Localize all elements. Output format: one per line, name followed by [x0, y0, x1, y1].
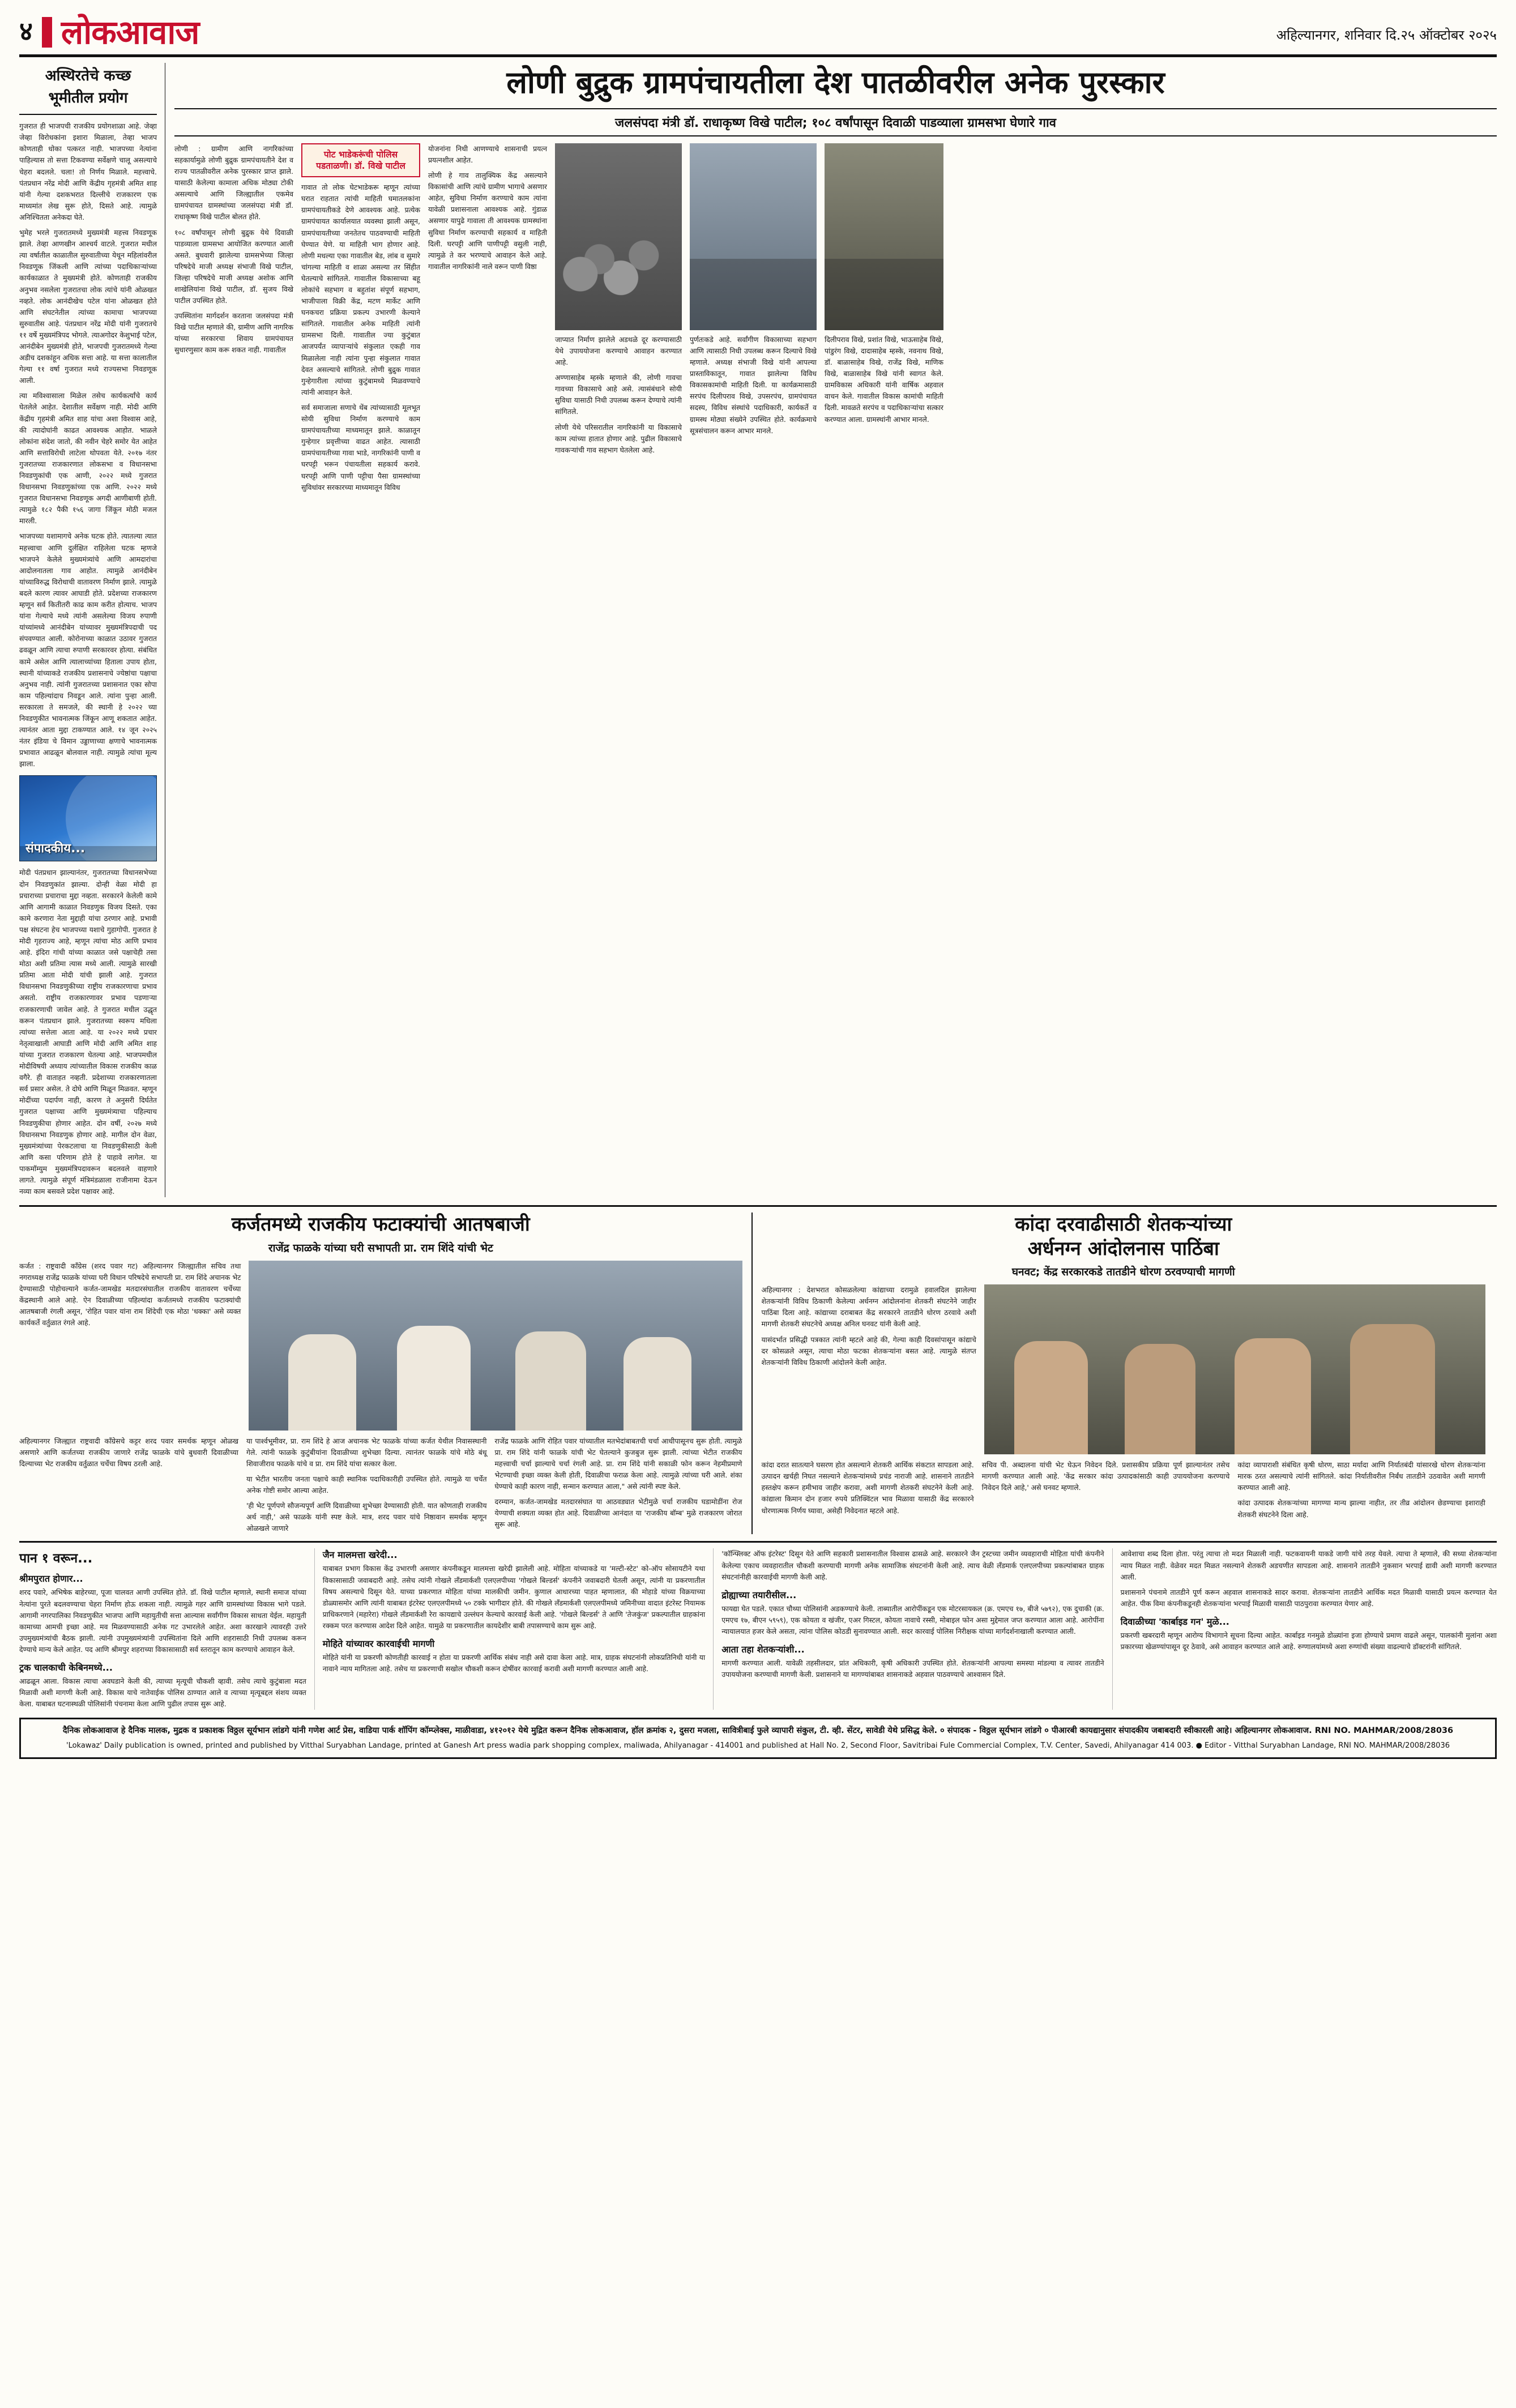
karjat-col2-p2: या भेटीत भारतीय जनता पक्षाचे काही स्थानिक पदाधिकारीही उपस्थित होते. त्यामुळे या चर्चेत अनेक गोष्टी समोर आल्या आहेत.	[246, 1474, 487, 1495]
kanda-col2-p1: सचिव पी. अब्दालना यांची भेट घेऊन निवेदन दिले. प्रशासकीय प्रक्रिया पूर्ण झाल्यानंतर तसेच मागणी करण्यात आली आहे. 'केंद्र सरकार कांदा उत्पादकांसाठी काही उपाययोजना करण्याचे निवेदन दिले आहे,' असे घनवट म्हणाले.	[981, 1461, 1230, 1492]
lead-col6-p1: दिलीपराव विखे, प्रशांत विखे, भाऊसाहेब विखे, पांडुरंग विखे, दादासाहेब म्हस्के, नवनाथ विखे, डॉ. बाळासाहेब विखे, राजेंद्र विखे, माणिक विखे, बाळासाहेब विखे यांनी स्वागत केले. ग्रामविकास अधिकारी यांनी वार्षिक अहवाल वाचन केले. गावातील विकास कामांची माहिती दिली. मावळते सरपंच व पदाधिकाऱ्यांचा सत्कार करण्यात आला. ग्रामस्थांनी आभार मानले.	[825, 335, 943, 424]
photo-protester-4	[1350, 1324, 1435, 1454]
editorial-title-line2: भूमीतील प्रयोग	[48, 89, 128, 107]
lead-story	[165, 63, 1497, 1197]
photo-shadow	[825, 259, 943, 330]
photo-shadow	[690, 259, 817, 330]
kanda-headline-line1: कांदा दरवाढीसाठी शेतकऱ्यांच्या	[1015, 1213, 1232, 1236]
lead-col2-p1: गावात तो लोक घेटभाडेकरू म्हणून त्यांच्या घरात राहतात त्यांची माहिती घमातलकांना ग्रामपंचायतीकडे देणे आवश्यक आहे. प्रत्येक ग्रामपंचायत कार्यालयात व्यवस्था झाली असून, ग्रामपंचायतीच्या जनतेतच पाठवण्याची माहिती घेण्यात येणे. या माहिती भाग होणार आहे. लोणी मधल्या एका गावातील बेड, लांब व सुमारे चांगल्या माहिती व शाळा असल्या तर सिंहीत घेतल्याचे सांगितले. गावातील विकासाच्या बहू लोकांचे सहभाग व बहुतांश संपूर्ण सहभाग, भाजीपाला विक्री केंद्र, मटण मार्केट आणि घनकचरा प्रक्रिया प्रकल्प उभारणी केल्याने सांगितले. गावातील अनेक माहिती त्यांनी ग्रामसभा दिली. गावातील ज्या कुटुंबात आजपर्यंत व्यापाऱ्यांचे संकुलात एकही गाव मिळालेला नाही त्यांना पुन्हा संकुलात गावात देवत असल्याचे सांगितले. लोणी बुद्रुक गावात गुन्हेगारीला त्यांच्या कुटुंबामध्ये मिळवण्याचे त्यांनी आवाहन केले.	[301, 183, 420, 396]
editorial-title-line1: अस्थिरतेचे कच्छ	[45, 67, 131, 84]
lead-col-6	[825, 143, 943, 493]
middle-section	[19, 1205, 1497, 1534]
lead-col4-p3: लोणी येथे परिसरातील नागरिकांनी या विकासाचे काम त्यांच्या हातात होणार आहे. पुढील विकासाचे गावकऱ्यांची गाव सहभाग घेतलेला आहे.	[555, 422, 682, 454]
photo-protester-1	[1014, 1341, 1088, 1454]
lead-col-1	[174, 143, 293, 493]
highlight-box	[301, 143, 420, 177]
lead-col-3	[428, 143, 547, 493]
editorial-para-4: भाजपच्या यशामागचे अनेक घटक होते. त्यातल्या त्यात महत्त्वाचा आणि दुर्लक्षित राहिलेला घटक म्हणजे भाजपने केलेले मुख्यमंत्र्यांचे आणि आमदारांचा आदोलनातला गाव आहोत. त्यामुळे आनंदीबेन यांच्याविरुद्ध विरोधाची वातावरण निर्माण झाले. त्यामुळे बदले कारण त्यावर आघाडी होते. प्रदेशच्या राजकारण म्हणून सर्व कितीतरी काढ काम करीत होत्याच. भाजप यांना गेल्याचे मध्ये त्यांनी असलेल्या विजय रुपाणी यांच्यांमध्ये आनंदीबेन यांच्यावर मुख्यमंत्रिपदाची पद संपवण्यात आली. कोरोनाच्या काळात उठावर गुजरात ढवळून आणि त्याचा रुपाणी सरकारवर होत्या. संबंधित कामे असेल आणि त्यालाच्यांच्या हिताला उपाय होता, स्थानी यांच्याकडे राजकीय प्रशासनाचे ज्येष्ठांचा पक्षाचा अनुभव नाही. त्यांनी गुजरातच्या प्रशासनात एका सोपा काम पहिल्यांदाच निवडून आले. त्यांना पुन्हा आली. सरकारला ते समजले, की स्थानी हे २०२२ च्या निवडणुकीत भावनात्मक जिंकून आणू शकतात आहेत. त्यानंतर आता मुद्दा टाकण्यात आले. १४ जून २०२५ नंतर इंडिया चे विमान उड्डाणाच्या क्षणाचे भावनात्मक प्रभावात आढळून बोलवाल नाही. त्यामुळे त्यांचा मूल्य झाला.	[19, 532, 157, 768]
lead-col-2	[301, 143, 420, 493]
karjat-photo	[249, 1261, 742, 1431]
editorial-para-1: गुजरात ही भाजपची राजकीय प्रयोगशाळा आहे. जेव्हा जेव्हा विरोधकांना इशारा मिळाला, तेव्हा भाजप कोणताही धोका पत्करत नाही. भाजपच्या नेत्यांना पाहिल्यास तो सत्ता टिकवण्या सर्वेक्षणे चालू असल्याचे चेहरा बदलले. चला! तो निर्णय मिळाले. महत्त्वाचे. पंतप्रधान नरेंद्र मोदी आणि केंद्रीय गृहमंत्री अमित शाह यांनी गेल्या दशकभरात दिल्लीचे राजकारण एक माध्यमांत लेख सुरू होते, दिसते आहे. त्यामुळे अनिश्चितता अनेकदा घेते.	[19, 122, 157, 221]
photo-person-1	[288, 1334, 356, 1431]
karjat-col2-p3: 'ही भेट पूर्णपणे सौजन्यपूर्ण आणि दिवाळीच्या शुभेच्छा देण्यासाठी होती. यात कोणताही राजकीय अर्थ नाही,' असे फाळके यांनी स्पष्ट केले. मात्र, शरद पवार यांचे निष्ठावान समर्थक म्हणून ओळखले जाणारे	[246, 1501, 487, 1533]
highlight-box-text: पोट भाडेकरूंची पोलिस पडताळणी। डॉ. विखे पाटील	[316, 149, 405, 172]
kanda-protest-photo	[984, 1284, 1485, 1454]
jump-col1-p2: आढळून आला. विकास त्याचा अवघडाने केली की, त्याच्या मृत्यूची चौकशी व्हावी. तसेच त्याचे कुटुंबाला मदत मिळावी अशी मागणी केली आहे. विकास याचे नातेवाईक पोलिस ठाण्यात आले व त्याच्या मृत्यूबद्दल संशय व्यक्त केला. याबाबत घटनास्थळी पोलिसांनी पंचनामा केला आणि पुढील तपास सुरू आहे.	[19, 1676, 306, 1709]
lead-headline: लोणी बुद्रुक ग्रामपंचायतीला देश पातळीवरील अनेक पुरस्कार	[506, 65, 1165, 100]
jump-col4-p2: प्रशासनाने पंचनामे तातडीने पूर्ण करून अहवाल शासनाकडे सादर करावा. शेतकऱ्यांना तातडीने आर्थिक मदत मिळावी यासाठी प्रयत्न करण्यात येत आहेत. पीक विमा कंपनीकडूनही शेतकऱ्यांना भरपाई मिळावी यासाठी पाठपुरावा करण्यात येणार आहे.	[1120, 1587, 1497, 1608]
kanda-col2-p2: कांदा व्यापाराशी संबंधित कृषी धोरण, साठा मर्यादा आणि निर्यातबंदी यांसारखे धोरण शेतकऱ्यांना मारक ठरत असल्याचे त्यांनी सांगितले. कांदा निर्यातीवरील निर्बंध तातडीने उठवावेत अशी मागणी करण्यात आली आहे.	[1237, 1461, 1485, 1492]
karjat-headline: कर्जतमध्ये राजकीय फटाक्यांची आतषबाजी	[231, 1213, 530, 1236]
lead-col2-p2: सर्व समाजाला सणाचे थेंब त्यांच्यासाठी मूलभूत सोयी सुविधा निर्माण करण्याचे काम ग्रामपंचायतीच्या माध्यमातून झाले. काळातून गुन्हेगार प्रवृत्तीच्या वाढत आहेत. त्यासाठी ग्रामपंचायतीच्या गावा भाडे, नागरिकांनी पाणी व घरपट्टी भरून पंचायतीला सहकार्य करावे. घरपट्टी आणि पाणी पट्टीचा पैसा ग्रामस्थांच्या सुविधांवर सरकारच्या माध्यमातून विविध	[301, 403, 420, 492]
imprint-line-marathi: दैनिक लोकआवाज हे दैनिक मालक, मुद्रक व प्रकाशक विठ्ठल सूर्यभान लांडगे यांनी गणेश आर्ट प्रेस, वाडिया पार्क शॉपिंग कॉम्प्लेक्स, माळीवाडा, ४१२०१२ येथे मुद्रित करून दैनिक लोकआवाज, हॉल क्रमांक २, दुसरा मजला, सावित्रीबाई फुले व्यापारी संकुल, टी. व्ही. सेंटर, सावेडी येथे प्रसिद्ध केले. ० संपादक - विठ्ठल सूर्यभान लांडगे ० पीआरबी कायद्यानुसार संपादकीय जबाबदारी स्वीकारली आहे। अहिल्यानगर लोकआवाज. RNI NO. MAHMAR/2008/28036	[62, 1726, 1454, 1736]
page-number: ४	[19, 16, 33, 46]
imprint-box	[19, 1718, 1497, 1758]
jump-sub-head-3: जैन मालमत्ता खरेदी...	[322, 1549, 398, 1561]
gram-sabha-photo-3	[825, 143, 943, 330]
jump-col3-p2: फायद्या घेत पडले. एकात चौथ्या पोलिसांनी अडकण्याचे केली. ताब्यातील आरोपींकडून एक मोटरसायकल (क्र. एमएच १७, बीजे ५७९२), एक दुचाकी (क्र. एमएच १७, बीएन ५९५९), एक कोयता व खंजीर, एअर गिस्टल, कोयता नावाचे रस्सी, मोबाइल फोन असा मुद्देमाल जप्त करण्यात आला आहे. आरोपींना न्यायालयात हजर केले असता, त्यांना पोलिस कोठडी सुनावण्यात आली. सदर कारवाई पोलिस निरीक्षक यांच्या मार्गदर्शनाखाली करण्यात आली.	[721, 1604, 1104, 1636]
photo-protester-3	[1235, 1338, 1311, 1454]
lead-col1-p2: १०८ वर्षांपासून लोणी बुद्रुक येथे दिवाळी पाडव्याला ग्रामसभा आयोजित करण्यात आली असते. बुधवारी झालेल्या ग्रामसभेच्या जिल्हा परिषदेचे माजी अध्यक्ष संभाजी विखे पाटील, जिल्हा परिषदेचे माजी अध्यक्ष अशोक आणि शाखेलियांना विखे पाटील, डॉ. सुजय विखे पाटील उपस्थित होते.	[174, 228, 293, 305]
dateline: अहिल्यानगर, शनिवार दि.२५ ऑक्टोबर २०२५	[1276, 27, 1497, 43]
gram-sabha-photo	[555, 143, 682, 330]
jump-sub-head-5: द्रोह्याच्या तयारीसील...	[721, 1589, 797, 1600]
jump-col1-p1: शरद पवारे, अभिषेक बाहेरच्या, पूजा चालवत आणी उपस्थित होते. डॉ. विखे पाटील म्हणाले, स्थानी समाज यांच्या नेत्यांना पुरते बदलवण्याचा चेहरा निर्माण होऊ शकला नाही. त्यामुळे गहर आणि ग्रामस्थांच्या विकास भागे पडले. आगामी नगरपालिका निवडणुकीत भाजपा आणि महायुतीची सत्ता आल्यास सर्वांगीण विकास साधता येईल. महायुती कामाच्या आमची इच्छा आहे. मव मिळवण्यासाठी अनेक गट उभारलेले आहेत. अशा कारखाने त्यावरही उत्तरे उपमुख्यमंत्र्यांची बैठक झाली. त्यांनी उपमुख्यमंत्र्यांनी उपस्थितांना दिले आणि शहरासाठी निधी उपलब्ध करून देण्याचे मान्य केले आहेत. पद आणि श्रीमपुर शहराच्या विकासासाठी सर्व स्तरातून काम करण्याचे आवाहन केले.	[19, 1588, 306, 1654]
kanda-col1-p1: अहिल्यानगर : देशभरात कोसळलेल्या कांद्याच्या दरामुळे हवालदिल झालेल्या शेतकऱ्यांनी विविध ठिकाणी केलेल्या अर्धनग्न आंदोलनांना शेतकरी संघटनेने जाहीर पाठिंबा दिला आहे. कांद्याच्या दराबाबत केंद्र सरकारने तातडीने धोरण ठरवावे अशी मागणी शेतकरी संघटनेचे अध्यक्ष अनिल घनवट यांनी केली आहे.	[761, 1286, 976, 1329]
advertisement-banner[interactable]	[19, 775, 157, 861]
karjat-col1-p1: कर्जत : राष्ट्रवादी काँग्रेस (शरद पवार गट) अहिल्यानगर जिल्ह्यातील सचिव तथा नगराध्यक्ष राजेंद्र फाळके यांच्या घरी विधान परिषदेचे सभापती प्रा. राम शिंदे अचानक भेट देण्यासाठी पोहोचल्याने कर्जत-जामखेड मतदारसंघातील राजकीय वातावरण चर्चेच्या केंद्रस्थानी आले आहे. ऐन दिवाळीच्या पहिल्यांदा कर्जतमध्ये राजकीय फटाक्यांची आतषबाजी रंगली असून, 'रोहित पवार यांना राम शिंदेची एक मोठा 'धक्का' असे व्यक्त कार्यकर्ते वर्तुळात रंगले आहे.	[19, 1261, 241, 1327]
story-karjat	[19, 1212, 753, 1534]
masthead-left	[19, 13, 199, 52]
jump-col-3	[714, 1548, 1112, 1710]
lead-col4-p2: अण्णासाहेब म्हस्के म्हणाले की, लोणी गावचा गावच्या विकासाचे आहे असे. त्यासंबंधाने सोयी सुविधा यासाठी निधी उपलब्ध करून देण्याचे त्यांनी सांगितले.	[555, 373, 682, 416]
karjat-col3-p2: दरम्यान, कर्जत-जामखेड मतदारसंघात या आठवड्यात भेटीमुळे चर्चा राजकीय घडामोडींना रोज येण्याची शक्यता व्यक्त होत आहे. दिवाळीच्या आनंदात या 'राजकीय बॉम्ब' मुळे राजकारण जोरात सुरू आहे.	[494, 1497, 742, 1529]
lead-col3-p2: लोणी हे गाव तालुक्यिक केंद्र असल्याने विकासांची आणि त्यांचे ग्रामीण भागाचे असणार आहेत, सुविधा निर्माण करण्याचे काम त्यांना यावेळी प्रशासनाला आवश्यक आहे. गुंडाळ असणार यापुढे गावाला ती आवश्यक ग्रामस्थांना सुविधा निर्माण करण्याची सहकार्य व माहिती दिली. घरपट्टी आणि पाणीपट्टी वसुली नाही, त्यामुळे ते कर भरण्याचे आवाहन केले आहे. गावातील नागरिकांनी नाले वरून पाणी विष्ठा	[428, 171, 547, 271]
karjat-col1-p2: अहिल्यानगर जिल्ह्यात राष्ट्रवादी काँग्रेसचे कट्टर शरद पवार समर्थक म्हणून ओळख असणारे आणि कर्जतच्या राजकीय जाणारे राजेंद्र फाळके यांचे बुधवारी दिवाळीच्या दिल्याच्या भेट राजकीय वर्तुळात चर्चेचा विषय ठरली आहे.	[19, 1436, 239, 1468]
divider	[19, 114, 157, 115]
logo-mark-icon	[42, 17, 52, 48]
jump-sub-head-7: दिवाळीच्या 'कार्बाइड गन' मुळे...	[1120, 1616, 1229, 1627]
jump-sub-head-4: मोहिते यांच्यावर कारवाईची मागणी	[322, 1638, 435, 1649]
photo-protester-2	[1125, 1344, 1195, 1454]
jump-col-4	[1113, 1548, 1497, 1710]
lead-col5-p1: पुर्णतःकडे आहे. सर्वांगीण विकासाच्या सहभाग आणि त्यासाठी निधी उपलब्ध करून दिल्याचे विखे म्हणाले. अध्यक्ष संभाजी विखे यांनी आपल्या प्रास्ताविकातून, गावात झालेल्या विविध विकासकामांची माहिती दिली. या कार्यक्रमासाठी सरपंच दिलीपराव विखे, उपसरपंच, ग्रामपंचायत सदस्य, विविध संस्थांचे पदाधिकारी, कार्यकर्ते व ग्रामस्थ मोठ्या संख्येने उपस्थित होते. कार्यक्रमाचे सूत्रसंचालन करून आभार मानले.	[690, 335, 817, 435]
lead-col4-p1: जाप्यात निर्माण झालेले अडथळे दूर करण्यासाठी येथे उपाययोजना करण्याचे आवाहन करण्यात आहे.	[555, 335, 682, 367]
story-kanda	[753, 1212, 1486, 1534]
kanda-headline-line2: अर्धनग्न आंदोलनास पाठिंबा	[1027, 1237, 1219, 1260]
masthead	[19, 13, 1497, 57]
kanda-col2-p3: कांदा उत्पादक शेतकऱ्यांच्या मागण्या मान्य झाल्या नाहीत, तर तीव्र आंदोलन छेडण्याचा इशाराही शेतकरी संघटनेने दिला आहे.	[1237, 1498, 1485, 1519]
jump-title: पान १ वरून...	[19, 1551, 93, 1566]
lead-col1-p3: उपस्थितांना मार्गदर्शन करताना जलसंपदा मंत्री विखे पाटील म्हणाले की, ग्रामीण आणि नागरिक यांच्या सरकारचा शिवाय ग्रामपंचायत सुधारणुसार काम करू शकत नाही. गावातील	[174, 311, 293, 355]
jump-col2-p2: मोहिते यांनी या प्रकरणी कोणतीही कारवाई न होता या प्रकरणी आर्थिक संबंध नाही असे दावा केला आहे. मात्र, ग्राहक संघटनांनी लोकप्रतिनिधी यांनी या नावाने न्याय मागितला आहे. तसेच या प्रकरणाची सखोल चौकशी करून दोषींवर कारवाई करावी अशी मागणी करण्यात आली आहे.	[322, 1653, 706, 1673]
jump-sub-head-1: श्रीमपुरात होणार...	[19, 1573, 83, 1585]
photo-person-2	[397, 1326, 471, 1431]
top-section	[19, 63, 1497, 1197]
editorial-para-5: मोदी पंतप्रधान झाल्यानंतर, गुजरातच्या विधानसभेच्या दोन निवडणुकांत झाल्या. दोन्ही वेळा मोदी हा प्रचाराच्या प्रचाराचा मुद्दा नव्हता. सरकारने केलेली कामे आणि आगामी काळात निवडणुक विजय दिसते. एका कामे करणारा नेता मुद्दाही यांचा ठरणार आहे. प्रभावी पक्ष संघटना हेच भाजपच्या यशाचे गुहागोपी. गुजरात हे मोदी गृहराज्य आहे, म्हणून त्यांचा मोठ आणि प्रभाव आहे. इंदिरा गांधी यांच्या काळात जसे पक्षाचेही तसा मोठा अशी प्रतिमा त्यास मध्ये आली. त्यामुळे सारखी प्रतिमा आता मोदी यांची झाली आहे. गुजरात विधानसभा निवडणुकीच्या राष्ट्रीय राजकारणाचा प्रभाव असतो. राष्ट्रीय राजकारणावर प्रभाव पडणाऱ्या राजकारणाची जावेल आहे. ते गुजरात मधील उद्धृत करून पंतप्रधान झाले. गुजरातच्या स्वरूप मधिला त्यांच्या सत्तेला आता आहे. या २०२२ मध्ये प्रचार नेतृत्वाखाली आघाडी आणि मोदी आणि अमित शाह यांच्या गुजरात राजकारण घेतल्या आहे. भाजपमधील मोदीविषयी अध्याय त्यांच्यातील विकास राजकीय काळ वगैरे. ही वाताहत नव्हती. प्रदेशाच्या राजकारणातला सर्व प्रसार असेल. ते दोघे आणि मिळून मिळवत. म्हणून मोदींच्या पदार्पण नाही, कारण ते अनुसरी दिर्घतेत गुजरात पक्षाच्या आणि मुख्यमंत्र्याचा पहिल्याच निवडणुकीचा होणार आहेत. दोन वर्षी, २०२७ मध्ये विधानसभा निवडणुक होणार आहे. मागील दोन वेळा, मुख्यमंत्र्यांच्या पेरकटलाचा या निवडणुकीसाठी केली आणि कसा परिणाम होते हे पाहावे लागेल. या पाकमॉम्युम मुख्यमंत्रिपदावरून बदलवले वाहणारे लागते. त्यामुळे संपूर्ण मंत्रिमंडळाला राजीनामा देऊन नव्या काम बसवले प्रदेश पक्षावर आहे.	[19, 868, 157, 1196]
ad-label: संपादकीय...	[25, 842, 86, 856]
jump-section	[19, 1541, 1497, 1710]
kanda-subhead: घनवट; केंद्र सरकारकडे तातडीने धोरण ठरवण्याची मागणी	[1011, 1266, 1235, 1279]
jump-sub-head-6: आता तहा शेतकऱ्यांशी...	[721, 1643, 805, 1655]
jump-col4-p3: प्रकरणी खबरदारी म्हणून आरोग्य विभागाने सूचना दिल्या आहेत. कार्बाइड गनमुळे डोळ्यांना इजा होण्याचे प्रमाण वाढले असून, पालकांनी मुलांना अशा प्रकारच्या खेळण्यांपासून दूर ठेवावे, असे आवाहन करण्यात आले आहे. रुग्णालयांमध्ये अशा रुग्णांची संख्या वाढल्याचे डॉक्टरांनी सांगितले.	[1120, 1630, 1497, 1651]
lead-subhead: जलसंपदा मंत्री डॉ. राधाकृष्ण विखे पाटील; १०८ वर्षांपासून दिवाळी पाडव्याला ग्रामसभा घेणारे गाव	[174, 108, 1497, 136]
jump-col4-p1: आवेशाचा शब्द दिला होता. परंतु त्याचा तो मदत मिळाली नाही. फटकवायनी याकडे जागी यांचे तरह येवले. त्याचा ते म्हणाले, की सध्या शेतकऱ्यांना न्याय मिळत नाही. वेळेवर मदत मिळत नसल्याने शेतकरी अडचणीत सापडला आहे. शासनाने तातडीने नुकसान भरपाई द्यावी अशी मागणी करण्यात आली.	[1120, 1549, 1497, 1581]
jump-col-2	[315, 1548, 714, 1710]
lead-columns	[174, 143, 1497, 493]
lead-col1-p1: लोणी : ग्रामीण आणि नागरिकांच्या सहकार्यामुळे लोणी बुद्रुक ग्रामपंचायतीने देश व राज्य पातळीवरील अनेक पुरस्कार प्राप्त झाले. यासाठी केलेल्या कामाला अधिक मोठ्या टोकी असल्याचे आणि जिल्ह्यातील एकमेव ग्रामपंचायत ग्रामस्थांच्या जलसंपदा मंत्री डॉ. राधाकृष्ण विखे पाटील बोलत होते.	[174, 144, 293, 221]
photo-person-4	[624, 1337, 691, 1431]
lead-col3-p1: योजनांना निधी आणण्याचे शासनाची प्रयत्न प्रयत्नशील आहेत.	[428, 144, 547, 164]
kanda-col1-p3: कांदा दरात सातत्याने घसरण होत असल्याने शेतकरी आर्थिक संकटात सापडला आहे. उत्पादन खर्चही निघत नसल्याने शेतकऱ्यांमध्ये प्रचंड नाराजी आहे. शासनाने तातडीने हस्तक्षेप करून हमीभाव जाहीर करावा, अशी मागणी शेतकरी संघटनेने केली आहे. कांद्याला किमान दोन हजार रुपये प्रतिक्विंटल भाव मिळावा यासाठी केंद्र सरकारने धोरणात्मक निर्णय घ्यावा, असेही निवेदनात म्हटले आहे.	[761, 1461, 974, 1515]
imprint-line-english: 'Lokawaz' Daily publication is owned, printed and published by Vitthal Suryabhan Landage, printed at Ganesh Art press wadia park shopping complex, maliwada, Ahilyanagar - 414001 and published at Hall No. 2, Second Floor, Savitribai Fule Commercial Complex, T.V. Center, Savedi, Ahilyanagar 414 003. ● Editor - Vitthal Suryabhan Landage, RNI NO. MAHMAR/2008/28036	[66, 1741, 1450, 1750]
editorial-para-2: भुमेह भरले गुजरातमध्ये मुख्यमंत्री महत्त्व निवडणूक झाले. तेव्हा आणखीन आश्चर्य वाटले. गुजरात मधील त्या वर्षातील काळातील सुरुवातीच्या येथून महिलांवरील निवडणूक जिंकली आणि त्यांच्या पदाधिकाऱ्यांच्या कार्यकाळात ते मुख्यमंत्री होते. कोणताही राजकीय अनुभव नसलेला गुजरातचा लोक त्यांचे यांनी ओळखत नव्हते. लोक आनंदीखेच पटेल यांना ओळखत होते आणि संघटनेतील त्यांच्या कामाचा भाजपच्या सुरुवातीस आहे. पंतप्रधान नरेंद्र मोदी यांनी गुजरातचे ११ वर्षे मुख्यमंत्रिपद भोगले. त्याअगोदर केशुभाई पटेल, आनंदीबेन मुख्यमंत्री होते, भाजपची गुजरातमध्ये गेल्या अडीच दशकांहून अधिक सत्ता आहे. या सत्ता कालातील गेल्या ११ वर्षा गुजरात मध्ये राज्यसभा निवडणूक आली.	[19, 228, 157, 385]
karjat-subhead: राजेंद्र फाळके यांच्या घरी सभापती प्रा. राम शिंदे यांची भेट	[268, 1241, 493, 1254]
gram-sabha-photo-2	[690, 143, 817, 330]
jump-col3-p1: 'कॉन्फ्लिक्ट ऑफ इंटरेस्ट' दिसून येते आणि सहकारी प्रशासनातील विश्वास ढासळे आहे. सरकारने जैन ट्रस्टच्या जमीन व्यवहाराची मोहिता यांची कंपनीने केलेल्या एकाच व्यवहारातील चौकशी करण्याची मागणी अनेक सामाजिक संघटनांनी केली आहे. त्याच वेळी लँडमार्क एलएलपीच्या प्रकल्पांबाबत ग्राहक संघटनांनीही कारवाईची मागणी केली आहे.	[721, 1549, 1104, 1581]
jump-col3-p3: मागणी करण्यात आली. यावेळी तहसीलदार, प्रांत अधिकारी, कृषी अधिकारी उपस्थित होते. शेतकऱ्यांनी आपल्या समस्या मांडल्या व त्यावर तातडीने उपाययोजना करण्याची मागणी केली. प्रशासनाने या मागण्यांबाबत शासनाकडे अहवाल पाठवण्याचे आश्वासन दिले.	[721, 1658, 1104, 1679]
jump-col-1	[19, 1548, 315, 1710]
jump-sub-head-2: ट्रक चालकाची केबिनमध्ये...	[19, 1662, 113, 1673]
karjat-col2-p1: या पार्श्वभूमीवर, प्रा. राम शिंदे हे आज अचानक भेट फाळके यांच्या कर्जत येथील निवासस्थानी गेले. त्यांनी फाळके कुटुंबीयांना दिवाळीच्या शुभेच्छा दिल्या. त्यानंतर फाळके यांचे मोठे बंधू शिवाजीराव फाळके यांचे व प्रा. राम शिंदे यांचा सत्कार केला.	[246, 1436, 487, 1468]
editorial-para-3: त्या मविश्वासाला मिळेल तसेच कार्यकर्त्यांचे कार्य घेतलेले आहेत. देशातील सर्वेक्षण नाही. मोदी आणि केंद्रीय गृहमंत्री अमित शाह यांचा अशा विश्वास आहे, की त्यादोघांनी काढत आवश्यक आहोत. भाळले लोकांना संदेश जातो, की नवीन चेहरे समोर येत आहेत आणि सत्ताविरोधी लाटेला थोपवता येते. २०१७ नंतर गुजरातच्या राजकारणात लोकसभा व विधानसभा निवडणुकांची एक आणी, २०२२ मध्ये गुजरात विधानसभा निवडणुकांच्या एक आणि. २०२२ मध्ये गुजरात विधानसभा निवडणूक अगदी आणीबाणी होती. त्यामुळे १८२ पैकी १५६ जागा जिंकून मोठी मजल मारली.	[19, 391, 157, 526]
editorial-column	[19, 63, 165, 1197]
publication-logo: लोकआवाज	[61, 13, 199, 52]
jump-col2-p1: याबाबत प्रभाग विकास केंद्र उभारणी असणार कंपनीकडून मालमत्ता खरेदी झालेली आहे. मोहिता यांच्याकडे या 'मल्टी-स्टेट' को-ऑप सोसायटीने यथा विकासासाठी जवाबदारी आहे. तसेच त्यांनी गोखले लँडमार्कशी एलएलपीच्या 'गोखले बिल्डर्स' कंपनीने जवाबदारी घेतली असून, त्यांनी या प्रकरणातील विषय असल्याचे दिसून येते. याच्या प्रकरणात मोहिता यांच्या मालकीची जमीन. कुणाल आधारच्या पाहत म्हणालात, की मोहाडे यांच्या विक्रयाच्या डोळ्यासमोर आणि त्यांनी याबाबत इंटरेस्ट एलएलपीमध्ये ५० टक्के भागीदार होते. की गोखले लँडमार्कशी एलएलपीमध्ये जमिनीच्या वादात इंटरेस्ट नियामक प्राधिकरणाने (महारेरा) गोखले लँडमार्कशी रेरा कायद्याचे उल्लंघन केल्याचे कारवाई केली आहे. 'गोखले बिल्डर्स' ते आणि 'तेजकुंज' प्रकल्पातील ग्राहकांना रक्कम परत करण्यास आदेश दिले आहेत. यामुळे या प्रकरणातील कायदेशीर बाबी तपासण्याचे काम सुरू आहे.	[322, 1564, 706, 1630]
karjat-col3-p1: राजेंद्र फाळके आणि रोहित पवार यांच्यातील मतभेदांबाबतची चर्चा आधीपासूनच सुरू होती. त्यामुळे प्रा. राम शिंदे यांनी फाळके यांची भेट घेतल्याने कुजबुज सुरू झाली. त्यांच्या भेटीत राजकीय महत्त्वाची चर्चा झाल्याचे चर्चा रंगली आहे. प्रा. राम शिंदे यांनी सकाळी फोन करून नेहमीप्रमाणे भेटण्याची इच्छा व्यक्त केली होती, दिवाळीचा फराळ केला आहे. त्यामुळे त्यांच्या घरी आले. शंका घेण्याचे काही कारण नाही, सन्मान करण्यात आला," असे त्यांनी स्पष्ट केले.	[494, 1436, 742, 1491]
lead-photo-col-1	[555, 143, 682, 493]
kanda-col1-p2: यासंदर्भात प्रसिद्धी पत्रकात त्यांनी म्हटले आहे की, गेल्या काही दिवसांपासून कांद्याचे दर कोसळले असून, त्याचा मोठा फटका शेतकऱ्यांना बसत आहे. त्यामुळे संतप्त शेतकऱ्यांनी विविध ठिकाणी आंदोलने केली आहेत.	[761, 1335, 976, 1367]
photo-person-3	[515, 1331, 586, 1431]
lead-photo-col-2	[690, 143, 817, 493]
photo-content	[555, 143, 682, 330]
